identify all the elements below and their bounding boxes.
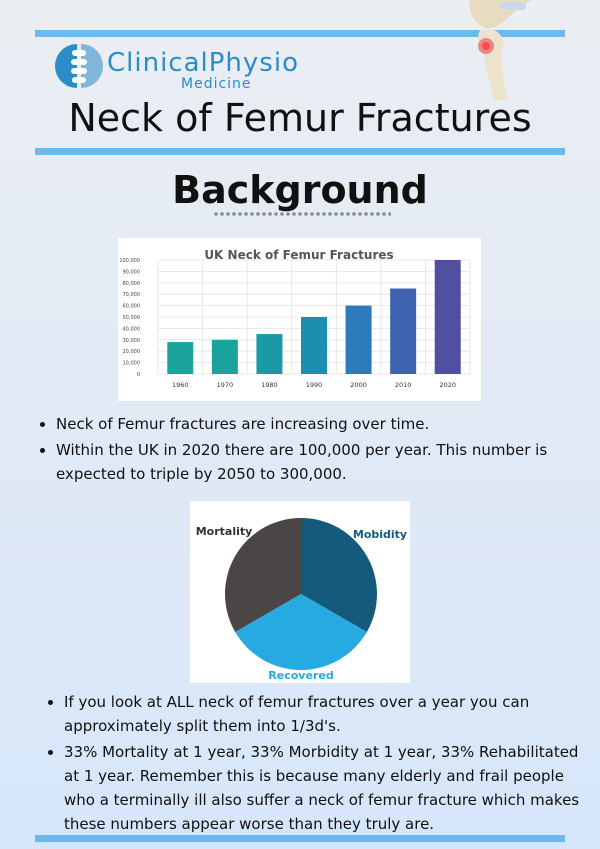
dotted-underline (213, 211, 391, 217)
title-divider (35, 148, 565, 155)
bullet-item: • If you look at ALL neck of femur fractures over a year you can approximately split them into 1/3d's. (64, 690, 594, 738)
y-tick-label: 90,000 (122, 269, 140, 276)
bar-chart-card (118, 238, 481, 401)
spine-logo-icon (55, 42, 103, 90)
x-tick-label: 1970 (216, 381, 234, 389)
bar-2000 (346, 306, 372, 374)
y-tick-label: 10,000 (122, 360, 140, 367)
section-heading: Background (172, 168, 428, 212)
bullet-list-trend (32, 412, 576, 488)
bar-2010 (390, 289, 416, 375)
pie-label: Recovered (268, 669, 334, 682)
bar-2020 (435, 260, 461, 374)
bar-chart-title: UK Neck of Femur Fractures (204, 248, 394, 262)
pie-chart-card (190, 501, 410, 683)
pie-label: Mortality (195, 525, 253, 538)
bar-1970 (212, 340, 238, 374)
page-title: Neck of Femur Fractures (68, 96, 532, 140)
pie-label: Mobidity (352, 528, 408, 541)
bar-1980 (256, 334, 282, 374)
bullet-item: • 33% Mortality at 1 year, 33% Morbidity at 1 year, 33% Rehabilitated at 1 year. Remember this is because many elderly and frail people who a terminally ill also suffer a neck of femur fracture which makes these numbers appear worse than they truly are. (64, 740, 594, 836)
brand-name: ClinicalPhysio (107, 48, 299, 78)
x-tick-label: 1980 (261, 381, 278, 389)
bottom-divider (35, 835, 565, 842)
x-tick-label: 2000 (350, 381, 367, 389)
y-tick-label: 100,000 (119, 258, 140, 264)
y-tick-label: 50,000 (122, 315, 140, 321)
hip-joint-illustration (450, 0, 540, 100)
x-tick-label: 2010 (394, 381, 412, 389)
x-tick-label: 1960 (172, 381, 189, 389)
bullet-list-outcomes (40, 690, 594, 838)
bar-chart (118, 238, 481, 401)
y-tick-label: 0 (136, 372, 140, 378)
bar-1990 (301, 317, 327, 374)
bullet-item: • Within the UK in 2020 there are 100,000 per year. This number is expected to triple by 2050 to 300,000. (56, 438, 576, 486)
y-tick-label: 20,000 (122, 349, 140, 356)
brand-subtitle: Medicine (181, 76, 252, 92)
x-tick-label: 1990 (305, 381, 323, 389)
y-tick-label: 60,000 (122, 303, 140, 310)
bar-1960 (167, 342, 193, 374)
x-tick-label: 2020 (439, 381, 456, 389)
y-tick-label: 80,000 (122, 280, 140, 287)
y-tick-label: 70,000 (122, 292, 140, 299)
y-tick-label: 30,000 (122, 337, 140, 344)
pie-chart (190, 501, 410, 683)
bullet-item: • Neck of Femur fractures are increasing over time. (56, 412, 576, 436)
clinicalphysio-logo (55, 42, 315, 92)
y-tick-label: 40,000 (122, 326, 140, 333)
